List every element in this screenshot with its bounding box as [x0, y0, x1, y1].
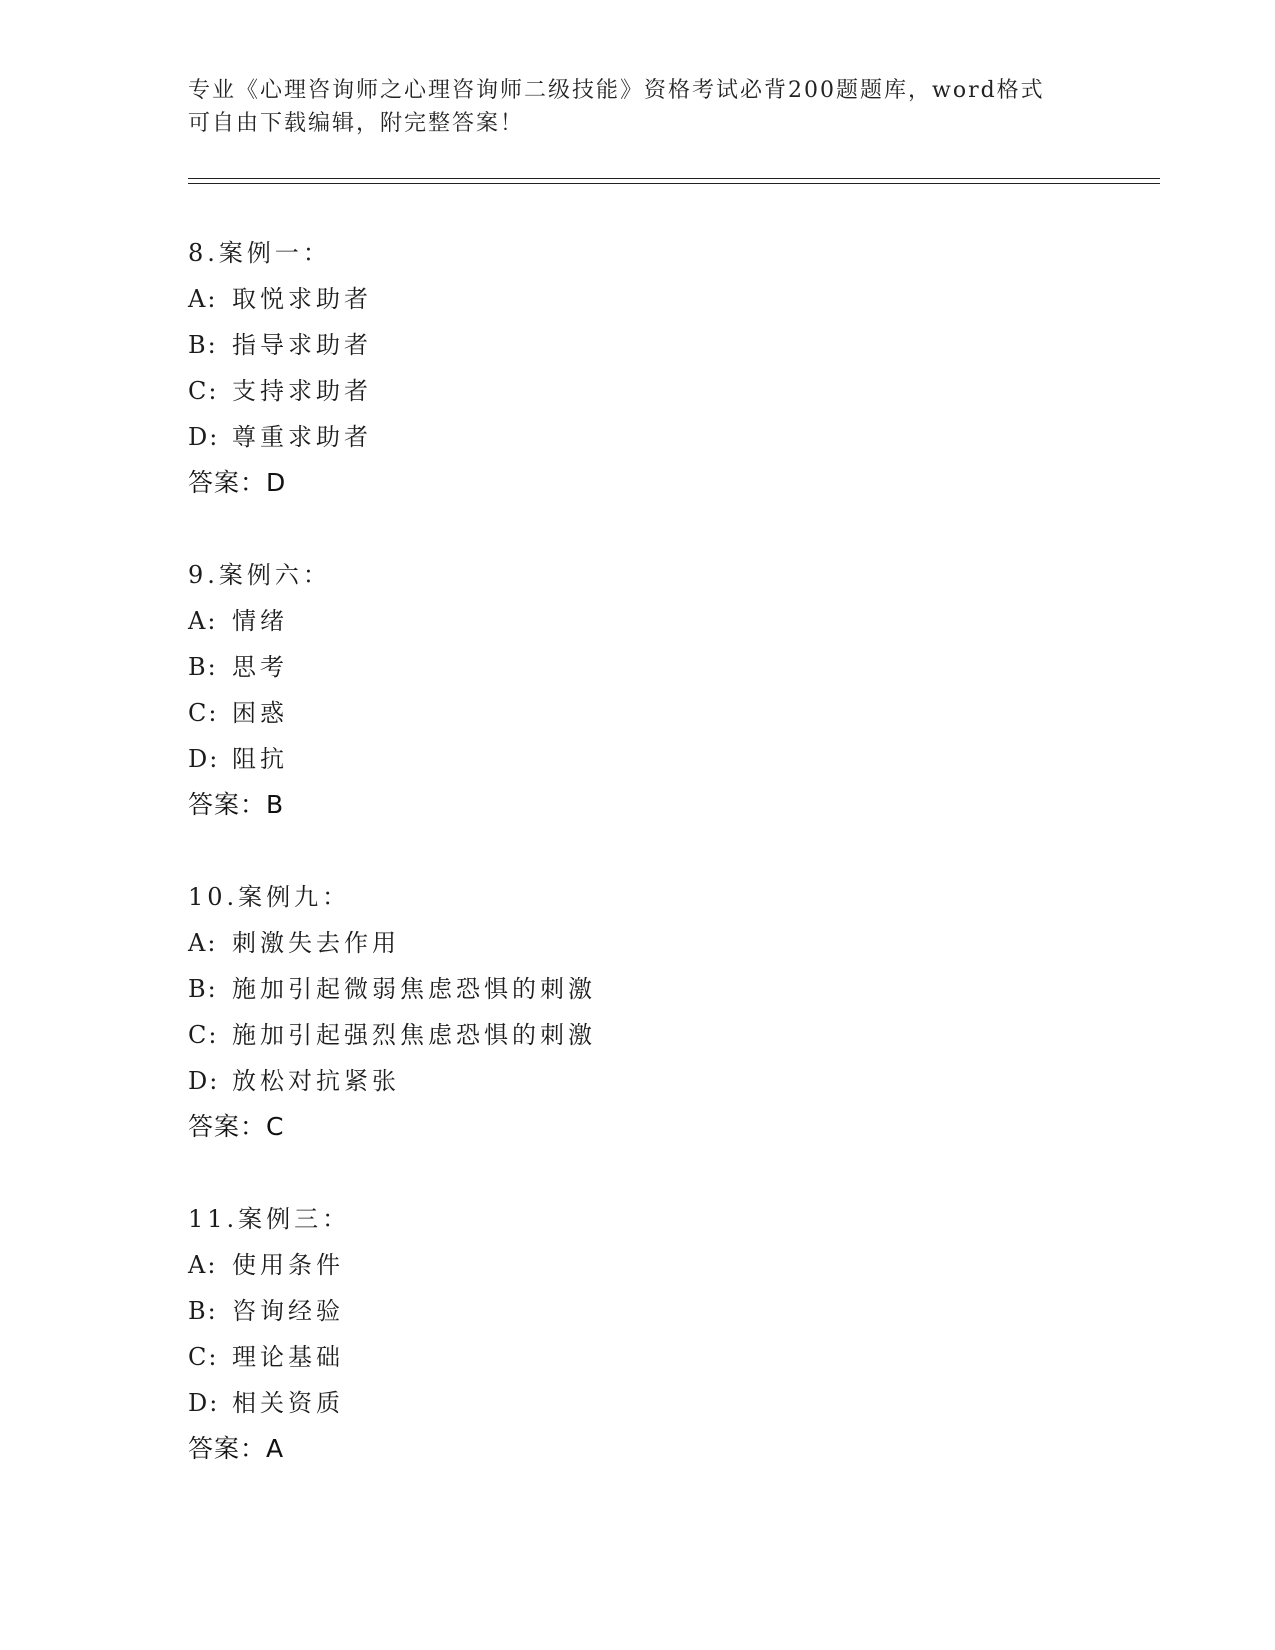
option-text: 放松对抗紧张 [232, 1067, 400, 1095]
question-block-10 [188, 874, 1088, 1150]
question-block-11 [188, 1196, 1088, 1472]
option-letter: B: [188, 331, 218, 359]
option-c [188, 1012, 1088, 1058]
option-text: 支持求助者 [232, 377, 372, 405]
header-rule-bottom [188, 183, 1160, 184]
option-b [188, 1288, 1088, 1334]
option-a [188, 920, 1088, 966]
option-text: 思考 [232, 653, 288, 681]
question-title: 9.案例六： [188, 561, 331, 589]
question-title: 10.案例九： [188, 883, 351, 911]
answer-line: 答案：A [188, 1434, 285, 1463]
option-text: 咨询经验 [232, 1297, 344, 1325]
answer-line: 答案：D [188, 468, 287, 497]
question-block-9 [188, 552, 1088, 828]
option-letter: A: [188, 607, 218, 635]
header-rule-top [188, 178, 1160, 179]
option-letter: B: [188, 1297, 218, 1325]
answer-line: 答案：C [188, 1112, 285, 1141]
option-letter: A: [188, 1251, 218, 1279]
option-letter: D: [188, 423, 220, 451]
option-letter: D: [188, 745, 220, 773]
option-text: 理论基础 [232, 1343, 344, 1371]
question-title: 11.案例三： [188, 1205, 351, 1233]
option-text: 施加引起强烈焦虑恐惧的刺激 [232, 1021, 596, 1049]
option-d [188, 1380, 1088, 1426]
option-b [188, 966, 1088, 1012]
option-letter: B: [188, 975, 218, 1003]
option-letter: C: [188, 699, 219, 727]
option-text: 施加引起微弱焦虑恐惧的刺激 [232, 975, 596, 1003]
option-letter: B: [188, 653, 218, 681]
option-b [188, 322, 1088, 368]
question-block-8 [188, 230, 1088, 506]
option-a [188, 276, 1088, 322]
option-text: 困惑 [232, 699, 288, 727]
option-d [188, 736, 1088, 782]
option-b [188, 644, 1088, 690]
header-line-2: 可自由下载编辑，附完整答案！ [188, 111, 525, 136]
option-letter: D: [188, 1067, 220, 1095]
option-text: 取悦求助者 [232, 285, 372, 313]
option-letter: C: [188, 377, 219, 405]
question-title: 8.案例一： [188, 239, 331, 267]
option-text: 尊重求助者 [232, 423, 372, 451]
answer-line: 答案：B [188, 790, 285, 819]
option-c [188, 368, 1088, 414]
option-a [188, 1242, 1088, 1288]
option-text: 使用条件 [232, 1251, 344, 1279]
option-letter: C: [188, 1343, 219, 1371]
option-letter: D: [188, 1389, 220, 1417]
document-header [188, 74, 1068, 140]
header-line-1: 专业《心理咨询师之心理咨询师二级技能》资格考试必背200题题库，word格式 [188, 78, 1045, 103]
option-c [188, 690, 1088, 736]
option-text: 指导求助者 [232, 331, 372, 359]
option-text: 刺激失去作用 [232, 929, 400, 957]
option-d [188, 414, 1088, 460]
option-text: 情绪 [232, 607, 288, 635]
option-letter: A: [188, 929, 218, 957]
option-text: 阻抗 [232, 745, 288, 773]
option-a [188, 598, 1088, 644]
option-c [188, 1334, 1088, 1380]
option-d [188, 1058, 1088, 1104]
option-text: 相关资质 [232, 1389, 344, 1417]
option-letter: A: [188, 285, 218, 313]
option-letter: C: [188, 1021, 219, 1049]
